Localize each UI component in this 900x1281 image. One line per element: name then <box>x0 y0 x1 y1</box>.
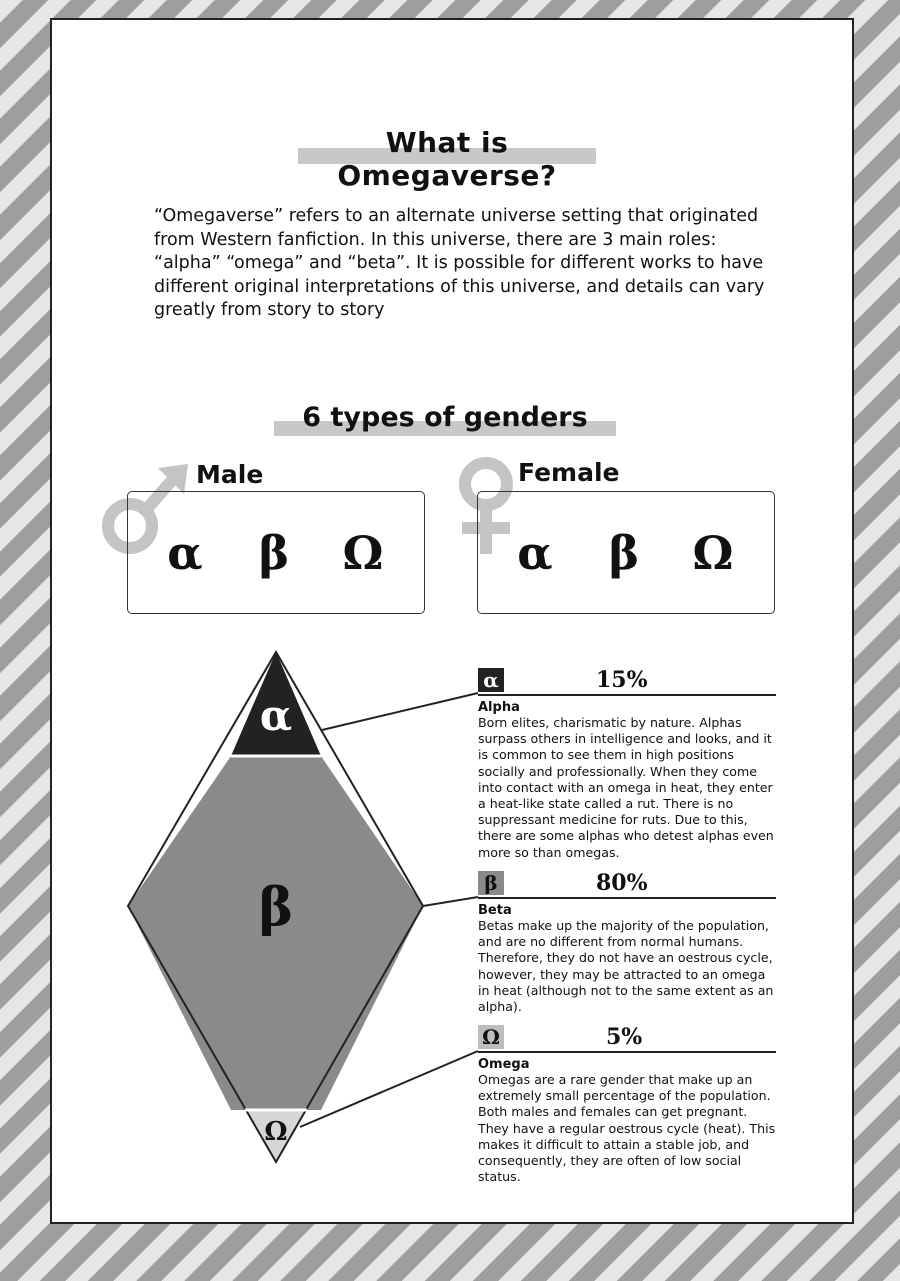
diamond-beta-symbol: β <box>258 877 294 938</box>
page-title: What is Omegaverse? <box>337 126 557 192</box>
alpha-badge: α <box>478 668 504 692</box>
beta-name: Beta <box>478 903 512 918</box>
female-beta-symbol: β <box>608 526 640 580</box>
male-label: Male <box>196 460 264 489</box>
alpha-name: Alpha <box>478 700 520 715</box>
alpha-text: Born elites, charismatic by nature. Alphas surpass others in intelligence and looks, and it is common to see them in high positions socially and professionally. When they come into contact with an omega in heat, they enter a heat-like state called a rut. There is no suppressant medicine for ruts. Due to this, there are some alphas who detest alphas even more so than omegas. <box>478 715 774 860</box>
beta-connector <box>423 897 478 906</box>
male-beta-symbol: β <box>258 526 290 580</box>
alpha-rule <box>478 694 776 696</box>
beta-description <box>478 870 778 1015</box>
beta-rule <box>478 897 776 899</box>
alpha-description <box>478 667 778 861</box>
female-label: Female <box>518 458 620 487</box>
diamond-alpha-symbol: α <box>259 691 293 740</box>
male-omega-symbol: Ω <box>342 526 384 580</box>
omega-badge: Ω <box>478 1025 504 1049</box>
alpha-connector <box>322 693 478 730</box>
female-alpha-symbol: α <box>517 526 553 580</box>
beta-text: Betas make up the majority of the population, and are no different from normal humans. Therefore, they do not have an oestrous cycle, however, they may be attracted to an omega in heat (although not to the same extent as an alpha). <box>478 918 774 1015</box>
omega-rule <box>478 1051 776 1053</box>
intro-paragraph: “Omegaverse” refers to an alternate universe setting that originated from Western fanfiction. In this universe, there are 3 main roles: “alpha” “omega” and “beta”. It is possible for different works to have different original interpretations of this universe, and details can vary greatly from story to story <box>154 206 765 320</box>
diamond-omega-symbol: Ω <box>264 1117 288 1147</box>
alpha-percent: 15% <box>596 667 648 693</box>
types-heading-text: 6 types of genders <box>302 402 588 433</box>
omega-description <box>478 1024 778 1185</box>
omega-name: Omega <box>478 1057 530 1072</box>
omega-percent: 5% <box>606 1024 643 1050</box>
omega-text: Omegas are a rare gender that make up an extremely small percentage of the population. Both males and females can get pregnant. They have a regular oestrous cycle (heat). This makes it difficult to attain a stable job, and consequently, they are often of low social status. <box>478 1072 776 1185</box>
female-omega-symbol: Ω <box>692 526 734 580</box>
male-alpha-symbol: α <box>167 526 203 580</box>
beta-badge: β <box>478 871 504 895</box>
beta-percent: 80% <box>596 870 648 896</box>
